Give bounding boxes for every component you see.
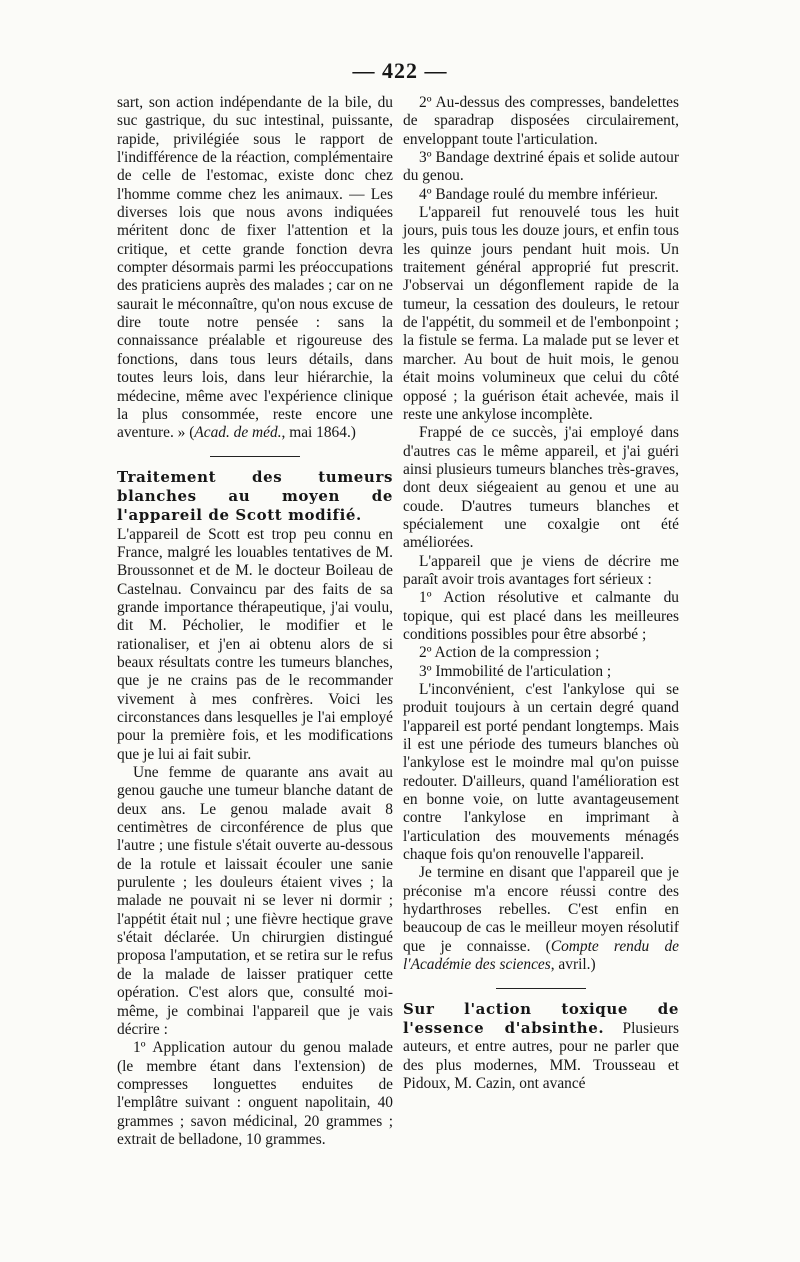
citation-open: ( [185, 424, 195, 442]
paragraph [403, 864, 679, 974]
citation-open: ( [530, 937, 551, 955]
right-column [403, 94, 679, 1093]
paragraph [403, 1000, 679, 1094]
citation-title: Acad. de méd. [194, 424, 282, 442]
paragraph: 1º Application autour du genou malade (le membre étant dans l'extension) de compresses longuettes enduites de l'emplâtre suivant : onguent napolitain, 40 grammes ; savon médicinal, 20 grammes ; extrait de belladone, 10 grammes. [117, 1039, 393, 1148]
paragraph-text: Je termine en disant que l'appareil que je préconise m'a encore réussi contre des hydarthroses rebelles. C'est enfin en beaucoup de cas le meilleur moyen résolutif que je connaisse. [403, 864, 679, 955]
section-heading: Sur l'action toxique de l'essence d'absinthe. [403, 999, 679, 1037]
paragraph-text: Plusieurs auteurs, et entre autres, pour ne parler que des plus modernes, MM. Trousseau et Pidoux, M. Cazin, ont avancé [403, 1019, 679, 1092]
section-divider [210, 456, 300, 457]
list-item: 2º Action de la compression ; [419, 644, 600, 662]
paragraph: L'inconvénient, c'est l'ankylose qui se produit toujours à un certain degré quand l'appareil est porté pendant longtemps. Mais il est une période des tumeurs blanches où l'ankylose est le moindre mal qu'on puisse redouter. D'ailleurs, quand l'amélioration est en bonne voie, on lutte avantageusement contre l'ankylose en imprimant à l'articulation des mouvements ménagés chaque fois qu'on renouvelle l'appareil. [403, 681, 679, 864]
section-divider [496, 988, 586, 989]
list-item: 3º Immobilité de l'articulation ; [419, 662, 612, 680]
list-item: 3º Bandage dextriné épais et solide autour du genou. [403, 149, 679, 185]
paragraph: L'appareil que je viens de décrire me paraît avoir trois avantages fort sérieux : [403, 552, 679, 588]
list-item: 1º Action résolutive et calmante du topique, qui est placé dans les meilleures conditions possibles pour être absorbé ; [403, 589, 679, 643]
citation-close: , mai 1864.) [281, 424, 356, 442]
list-item: 4º Bandage roulé du membre inférieur. [419, 185, 658, 203]
page-number: — 422 — [352, 58, 448, 83]
paragraph [117, 468, 393, 526]
citation-close: , avril.) [550, 956, 596, 974]
paragraph: Frappé de ce succès, j'ai employé dans d'autres cas le même appareil, et j'ai guéri ainsi plusieurs tumeurs blanches très-graves, dont deux siégeaient au genou et une au coude. D'autres tumeurs blanches et spécialement une coxalgie ont été améliorées. [403, 424, 679, 552]
paragraph: L'appareil fut renouvelé tous les huit jours, puis tous les douze jours, et enfin tous les quinze jours pendant huit mois. Un traitement général approprié fut prescrit. J'observai un dégonflement rapide de la tumeur, la cessation des douleurs, le retour de l'appétit, du sommeil et de l'embonpoint ; la fistule se ferma. La malade put se lever et marcher. Au bout de huit mois, le genou était moins volumineux que celui du côté opposé ; la guérison était achevée, mais il reste une ankylose incomplète. [403, 204, 679, 423]
section-heading: Traitement des tumeurs blanches au moyen de l'appareil de Scott modifié. [117, 467, 393, 525]
paragraph [117, 94, 393, 443]
paragraph: L'appareil de Scott est trop peu connu en France, malgré les louables tentatives de M. Broussonnet et de M. le docteur Boileau de Castelnau. Convaincu par des faits de sa grande importance thérapeutique, j'ai voulu, dit M. Pécholier, le modifier et le rationaliser, et j'en ai obtenu alors de si beaux résultats contre les tumeurs blanches, que je ne crains pas de le recommander vivement à mes confrères. Voici les circonstances dans lesquelles je l'ai employé pour la première fois, et les modifications que je lui ai fait subir. [117, 525, 393, 763]
list-item: 2º Au-dessus des compresses, bandelettes de sparadrap disposées circulairement, enveloppant toute l'articulation. [403, 94, 679, 148]
left-column [117, 94, 393, 1149]
citation-title: Compte rendu de l'Académie des sciences [403, 937, 679, 974]
paragraph: Une femme de quarante ans avait au genou gauche une tumeur blanche datant de deux ans. Le genou malade avait 8 centimètres de circonférence de plus que l'autre ; une fistule s'était ouverte au-dessous de la rotule et laissait écouler une sanie purulente ; les douleurs étaient vives ; la malade ne pouvait ni se lever ni dormir ; l'appétit était nul ; une fièvre hectique grave s'était déclarée. Un chirurgien distingué proposa l'amputation, et se retira sur le refus de la malade de laisser pratiquer cette opération. C'est alors que, consulté moi-même, je combinai l'appareil que je vais décrire : [117, 764, 393, 1038]
intro-text: sart, son action indépendante de la bile, du suc gastrique, du suc intestinal, puissante, rapide, privilégiée sous le rapport de l'indifférence de la réaction, complémentaire de celle de l'estomac, existe donc chez l'homme comme chez les animaux. — Les diverses lois que nous avons indiquées méritent donc de fixer l'attention et la critique, et cette grande fonction devra compter désormais parmi les préoccupations des praticiens auprès des malades ; car on ne saurait le méconnaître, qu'on nous excuse de dire toute notre pensée : sans la connaissance préalable et rigoureuse des fonctions, dans tous leurs détails, dans toutes leurs lois, dans leur hiérarchie, la médecine, même avec l'expérience clinique la plus consommée, reste encore une aventure. » [117, 94, 393, 442]
